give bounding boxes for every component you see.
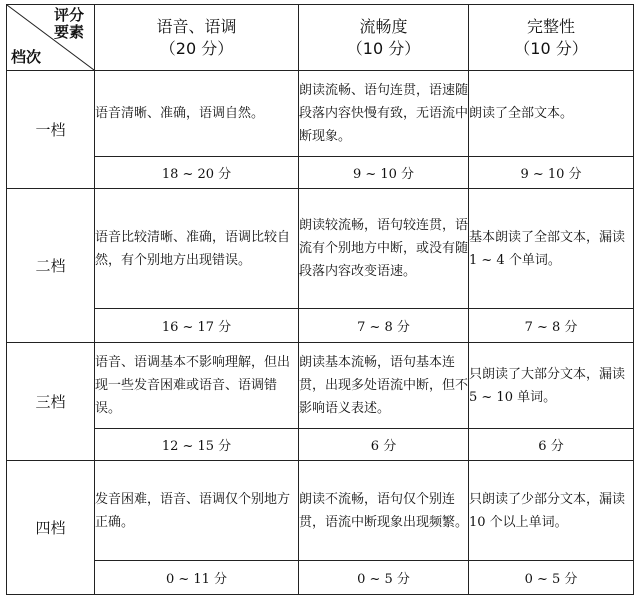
- column-header-pronunciation: 语音、语调 （20 分）: [95, 5, 299, 71]
- score-row: [7, 157, 634, 189]
- level-row: [7, 71, 634, 157]
- column-header-fluency: 流畅度 （10 分）: [299, 5, 469, 71]
- header-row: [7, 5, 634, 71]
- completeness-score: 7 ~ 8 分: [469, 309, 634, 343]
- corner-header-cell: [7, 5, 95, 71]
- score-row: [7, 561, 634, 595]
- pronunciation-description: 语音比较清晰、准确，语调比较自然，有个别地方出现错误。: [95, 189, 299, 309]
- score-row: [7, 429, 634, 461]
- level-label: 二档: [7, 189, 95, 343]
- level-row: [7, 461, 634, 561]
- pronunciation-score: 18 ~ 20 分: [95, 157, 299, 189]
- fluency-score: 7 ~ 8 分: [299, 309, 469, 343]
- completeness-description: 只朗读了大部分文本，漏读 5 ~ 10 单词。: [469, 343, 634, 429]
- pronunciation-score: 0 ~ 11 分: [95, 561, 299, 595]
- fluency-description: 朗读不流畅，语句仅个别连贯，语流中断现象出现频繁。: [299, 461, 469, 561]
- completeness-score: 9 ~ 10 分: [469, 157, 634, 189]
- fluency-description: 朗读流畅、语句连贯，语速随段落内容快慢有致，无语流中断现象。: [299, 71, 469, 157]
- pronunciation-description: 语音、语调基本不影响理解，但出现一些发音困难或语音、语调错误。: [95, 343, 299, 429]
- level-row: [7, 343, 634, 429]
- completeness-score: 6 分: [469, 429, 634, 461]
- corner-label-level: 档次: [11, 48, 42, 66]
- pronunciation-description: 语音清晰、准确，语调自然。: [95, 71, 299, 157]
- level-label: 一档: [7, 71, 95, 189]
- score-row: [7, 309, 634, 343]
- level-label: 四档: [7, 461, 95, 595]
- completeness-description: 朗读了全部文本。: [469, 71, 634, 157]
- fluency-description: 朗读较流畅，语句较连贯，语流有个别地方中断，或没有随段落内容改变语速。: [299, 189, 469, 309]
- completeness-score: 0 ~ 5 分: [469, 561, 634, 595]
- completeness-description: 基本朗读了全部文本，漏读 1 ~ 4 个单词。: [469, 189, 634, 309]
- pronunciation-description: 发音困难，语音、语调仅个别地方正确。: [95, 461, 299, 561]
- completeness-description: 只朗读了少部分文本，漏读 10 个以上单词。: [469, 461, 634, 561]
- scoring-rubric-table: [6, 4, 634, 595]
- fluency-score: 0 ~ 5 分: [299, 561, 469, 595]
- pronunciation-score: 16 ~ 17 分: [95, 309, 299, 343]
- pronunciation-score: 12 ~ 15 分: [95, 429, 299, 461]
- fluency-score: 6 分: [299, 429, 469, 461]
- column-header-completeness: 完整性 （10 分）: [469, 5, 634, 71]
- level-row: [7, 189, 634, 309]
- fluency-description: 朗读基本流畅，语句基本连贯，出现多处语流中断，但不影响语义表述。: [299, 343, 469, 429]
- corner-label-criteria: 评分 要素: [53, 6, 84, 41]
- fluency-score: 9 ~ 10 分: [299, 157, 469, 189]
- level-label: 三档: [7, 343, 95, 461]
